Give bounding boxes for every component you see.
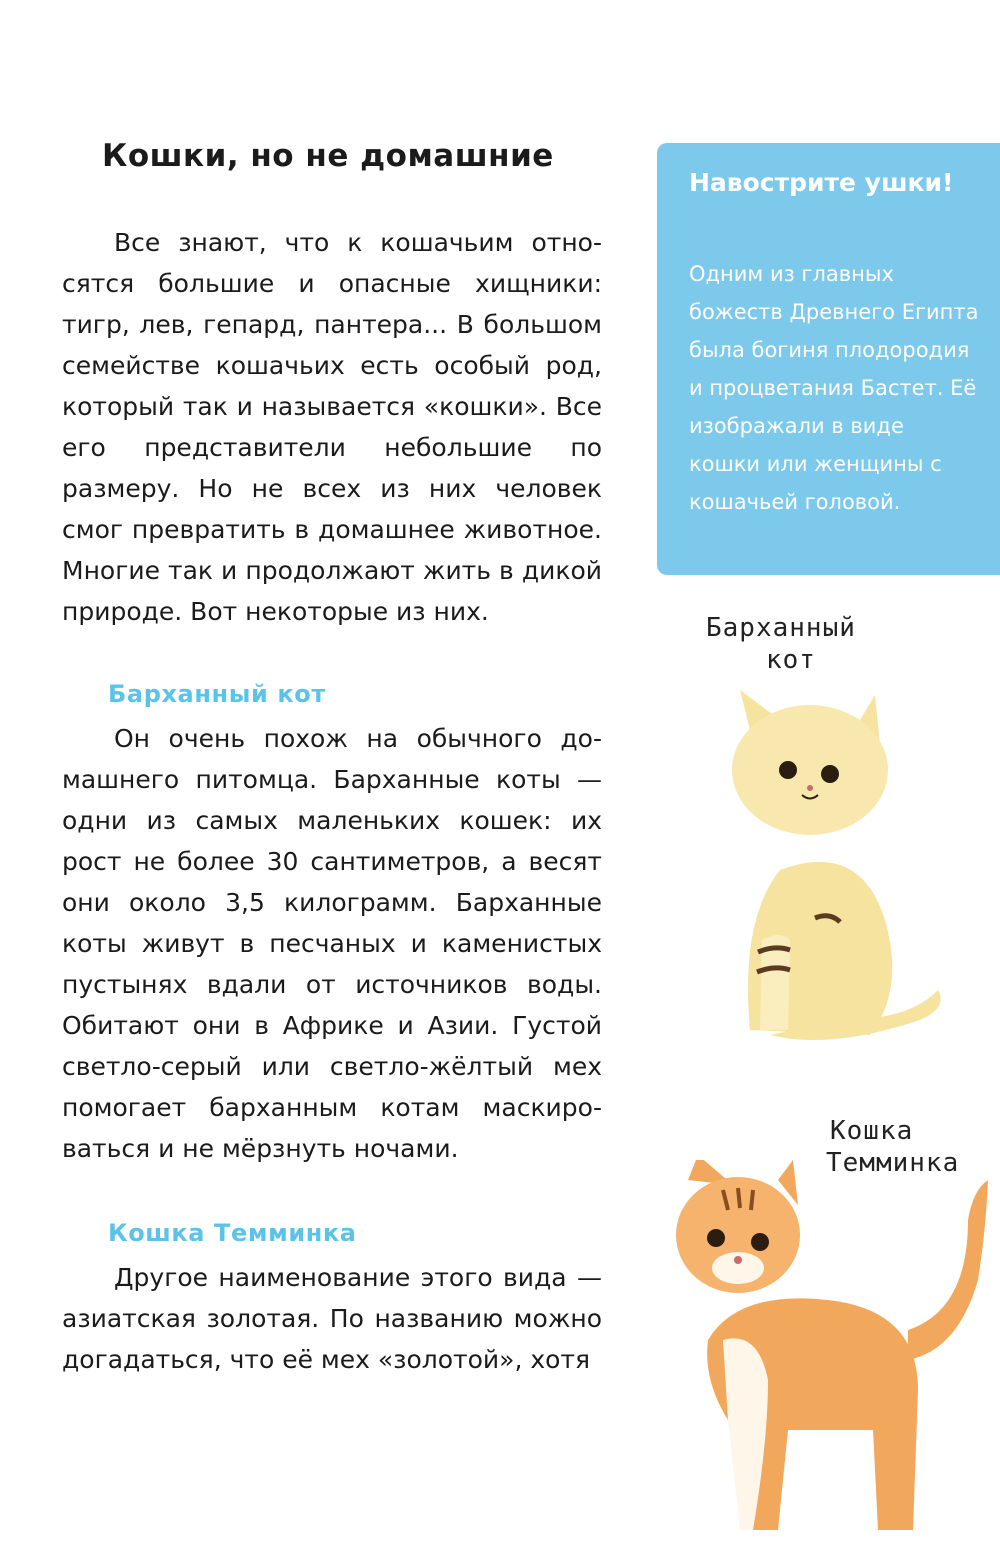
sand-cat-caption-line2: кот <box>766 645 816 675</box>
page-title: Кошки, но не домашние <box>102 138 554 174</box>
section-title-temminck: Кошка Темминка <box>108 1219 357 1247</box>
sand-cat-block <box>62 718 602 1169</box>
sand-cat-head <box>732 705 888 835</box>
sand-cat-eye-right <box>821 765 839 783</box>
temminck-cat-eye-left <box>707 1229 725 1247</box>
temminck-cat-tail <box>908 1180 988 1360</box>
sand-cat-eye-left <box>779 761 797 779</box>
section-title-sand-cat: Барханный кот <box>108 680 326 708</box>
temminck-caption-line1: Кошка <box>830 1116 914 1146</box>
temminck-block <box>62 1257 602 1380</box>
temminck-cat-eye-right <box>751 1233 769 1251</box>
temminck-paragraph: Другое наименование этого вида — азиатская золотая. По названию можно догадаться, что её мех «золотой», хотя <box>62 1263 602 1374</box>
sand-cat-caption <box>706 612 856 676</box>
temminck-cat-nose <box>734 1256 742 1264</box>
temminck-caption-line2: Темминка <box>826 1148 960 1178</box>
sand-cat-illustration <box>720 690 950 1060</box>
fact-box-title: Навострите ушки! <box>689 168 954 197</box>
sand-cat-paragraph: Он очень похож на обычного домашнего питомца. Барханные коты — одни из самых маленьких кошек: их рост не более 30 сантиметров, а весят они около 3,5 килограмм. Барханные коты живут в песчаных и каменистых пустынях вдали от источников воды. Обитают они в Африке и Азии. Густой светло-серый или светло-жёлтый мех помогает барханным котам маскироваться и не мёрзнуть ночами. <box>62 724 602 1163</box>
intro-block <box>62 222 602 632</box>
sand-cat-nose <box>807 785 813 791</box>
fact-box-text: Одним из главных божеств Древнего Египта была богиня плодородия и процветания Бастет. Её изображали в виде кошки или женщины с кошачьей головой. <box>689 262 979 514</box>
fact-box <box>657 143 1000 575</box>
sand-cat-caption-line1: Барханный <box>706 613 856 643</box>
temminck-cat-illustration <box>668 1160 990 1545</box>
intro-paragraph: Все знают, что к кошачьим относятся большие и опасные хищники: тигр, лев, гепард, пантера... В большом семействе кошачьих есть особый род, который так и называется «кошки». Все его представители небольшие по размеру. Но не всех из них человек смог превратить в домашнее животное. Многие так и продолжают жить в дикой природе. Вот некоторые из них. <box>62 228 602 626</box>
